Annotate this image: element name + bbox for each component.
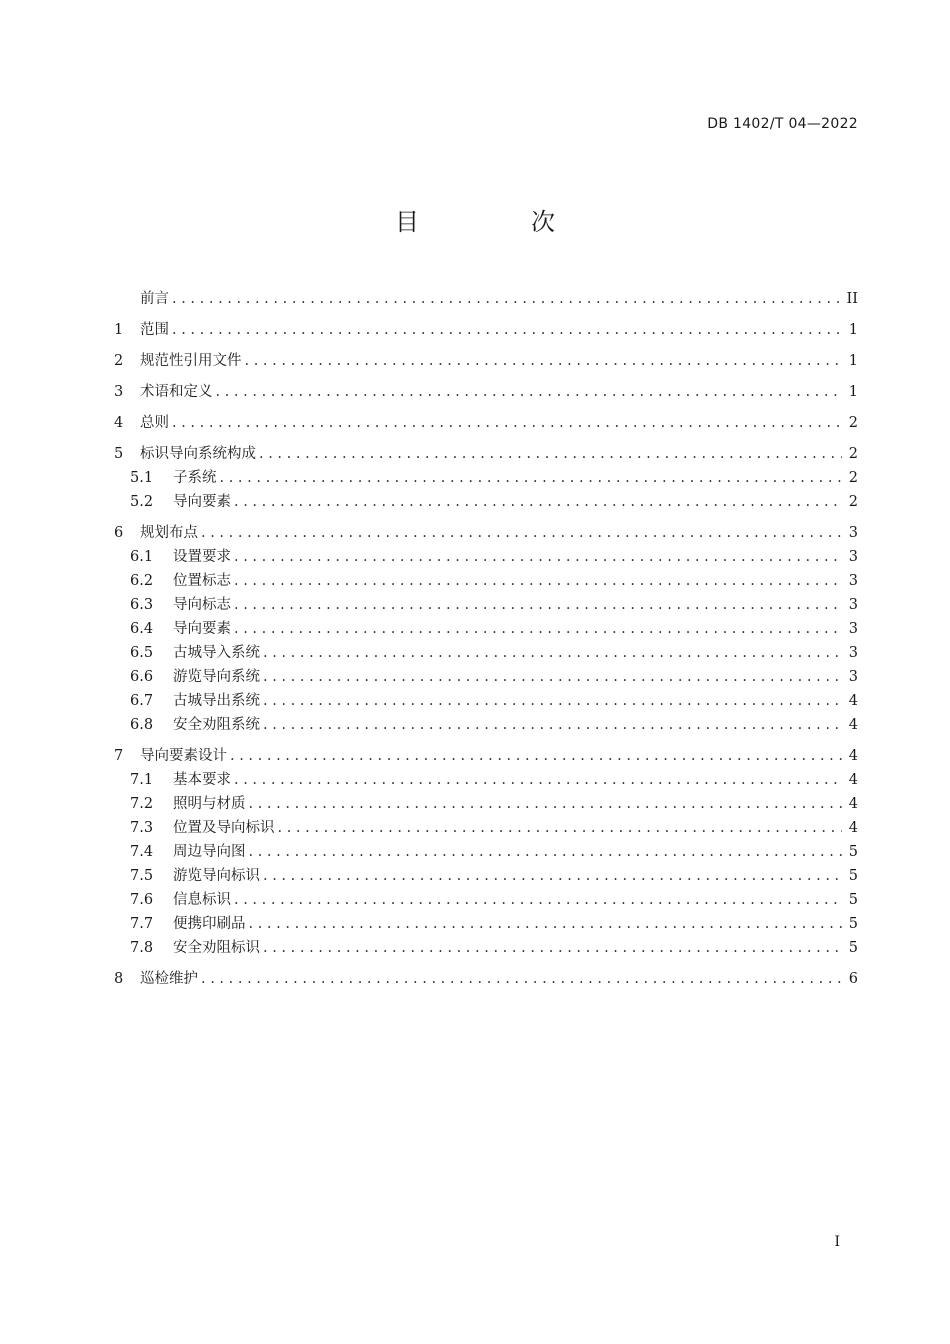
toc-dot-leader: [234, 617, 842, 641]
toc-entry-page: 3: [848, 621, 858, 637]
toc-entry-label: 安全劝阻系统: [173, 717, 260, 733]
toc-entry-label: 术语和定义: [140, 384, 213, 400]
toc-dot-leader: [234, 545, 842, 569]
toc-entry-page: 5: [848, 868, 858, 884]
toc-entry-number: 7.1: [130, 772, 154, 788]
toc-entry-number: 6.8: [130, 717, 154, 733]
toc-dot-leader: [234, 490, 842, 514]
toc-entry[interactable]: [114, 689, 858, 713]
toc-dot-leader: [234, 768, 842, 792]
toc-entry-page: 4: [848, 772, 858, 788]
toc-entry-label: 古城导出系统: [173, 693, 260, 709]
toc-entry-number: 3: [114, 384, 124, 400]
toc-dot-leader: [201, 521, 842, 545]
toc-entry-number: 5.1: [130, 470, 154, 486]
toc-entry[interactable]: [114, 713, 858, 737]
toc-entry-label: 总则: [140, 415, 169, 431]
toc-dot-leader: [245, 349, 843, 373]
toc-entry-label: 巡检维护: [140, 971, 198, 987]
toc-entry-page: 1: [848, 322, 858, 338]
toc-entry[interactable]: [114, 816, 858, 840]
toc-entry-label: 周边导向图: [173, 844, 246, 860]
toc-entry-page: 2: [848, 494, 858, 510]
toc-entry-page: 2: [848, 415, 858, 431]
toc-entry-page: 1: [848, 384, 858, 400]
toc-entry-number: 7.3: [130, 820, 154, 836]
document-code: DB 1402/T 04—2022: [707, 116, 858, 132]
toc-entry[interactable]: [114, 792, 858, 816]
toc-entry[interactable]: [114, 318, 858, 342]
toc-entry[interactable]: [114, 641, 858, 665]
toc-entry[interactable]: [114, 744, 858, 768]
toc-entry-label: 便携印刷品: [173, 916, 246, 932]
toc-entry[interactable]: [114, 380, 858, 404]
toc-entry-number: 4: [114, 415, 124, 431]
page-number: I: [834, 1234, 840, 1250]
toc-entry-label: 子系统: [173, 470, 217, 486]
toc-entry-page: 4: [848, 748, 858, 764]
toc-entry-page: 3: [848, 525, 858, 541]
toc-entry-page: 3: [848, 573, 858, 589]
toc-dot-leader: [201, 967, 842, 991]
toc-entry[interactable]: [114, 593, 858, 617]
toc-entry-number: 7.2: [130, 796, 154, 812]
toc-entry-number: 6.3: [130, 597, 154, 613]
toc-dot-leader: [220, 466, 843, 490]
toc-entry[interactable]: [114, 490, 858, 514]
toc-entry[interactable]: [114, 349, 858, 373]
toc-dot-leader: [234, 593, 842, 617]
toc-entry[interactable]: [114, 768, 858, 792]
toc-entry-label: 标识导向系统构成: [140, 446, 256, 462]
toc-entry[interactable]: [114, 888, 858, 912]
toc-entry-number: 7: [114, 748, 124, 764]
toc-entry-label: 导向要素设计: [140, 748, 227, 764]
toc-entry-label: 信息标识: [173, 892, 231, 908]
toc-entry-page: 4: [848, 693, 858, 709]
toc-dot-leader: [216, 380, 843, 404]
toc-entry-number: 7.7: [130, 916, 154, 932]
toc-entry-page: 5: [848, 844, 858, 860]
toc-entry-number: 6.2: [130, 573, 154, 589]
toc-entry-page: 4: [848, 796, 858, 812]
toc-entry-label: 规划布点: [140, 525, 198, 541]
toc-dot-leader: [278, 816, 843, 840]
toc-dot-leader: [172, 318, 842, 342]
toc-entry[interactable]: [114, 617, 858, 641]
toc-entry-label: 范围: [140, 322, 169, 338]
toc-entry-label: 导向要素: [173, 621, 231, 637]
toc-entry-number: 6.4: [130, 621, 154, 637]
toc-dot-leader: [263, 689, 842, 713]
toc-entry-number: 7.4: [130, 844, 154, 860]
toc-entry-label: 游览导向标识: [173, 868, 260, 884]
toc-entry-label: 位置及导向标识: [173, 820, 275, 836]
toc-entry-label: 导向要素: [173, 494, 231, 510]
toc-entry[interactable]: [114, 840, 858, 864]
toc-entry-label: 照明与材质: [173, 796, 246, 812]
toc-entry-label: 位置标志: [173, 573, 231, 589]
toc-entry-page: 3: [848, 645, 858, 661]
toc-entry-label: 规范性引用文件: [140, 353, 242, 369]
toc-dot-leader: [249, 912, 843, 936]
toc-entry-page: 2: [848, 470, 858, 486]
toc-entry-number: 6.1: [130, 549, 154, 565]
toc-entry[interactable]: [114, 287, 858, 311]
page-title: 目 次: [395, 208, 599, 236]
toc-dot-leader: [234, 569, 842, 593]
toc-entry-page: 5: [848, 940, 858, 956]
toc-entry[interactable]: [114, 466, 858, 490]
toc-dot-leader: [263, 864, 842, 888]
toc-entry-number: 6.5: [130, 645, 154, 661]
toc-entry[interactable]: [114, 521, 858, 545]
toc-entry-number: 6.7: [130, 693, 154, 709]
toc-entry-number: 7.6: [130, 892, 154, 908]
toc-entry-number: 5.2: [130, 494, 154, 510]
toc-entry-page: 3: [848, 669, 858, 685]
toc-entry-page: 6: [848, 971, 858, 987]
toc-entry[interactable]: [114, 936, 858, 960]
toc-entry-number: 7.5: [130, 868, 154, 884]
toc-entry-page: 3: [848, 597, 858, 613]
toc-dot-leader: [172, 287, 842, 311]
toc-dot-leader: [249, 792, 843, 816]
toc-dot-leader: [230, 744, 842, 768]
toc-entry-number: 6: [114, 525, 124, 541]
toc-entry-number: 7.8: [130, 940, 154, 956]
toc-entry-number: 6.6: [130, 669, 154, 685]
toc-entry-number: 8: [114, 971, 124, 987]
toc-entry-label: 导向标志: [173, 597, 231, 613]
toc-dot-leader: [249, 840, 843, 864]
table-of-contents: [114, 287, 858, 991]
toc-entry-page: II: [846, 291, 858, 307]
toc-dot-leader: [263, 665, 842, 689]
toc-entry[interactable]: [114, 912, 858, 936]
toc-entry[interactable]: [114, 411, 858, 435]
toc-entry[interactable]: [114, 545, 858, 569]
toc-dot-leader: [263, 641, 842, 665]
toc-dot-leader: [263, 713, 842, 737]
toc-dot-leader: [259, 442, 842, 466]
toc-dot-leader: [263, 936, 842, 960]
toc-entry-page: 2: [848, 446, 858, 462]
toc-entry-page: 4: [848, 820, 858, 836]
toc-entry-label: 古城导入系统: [173, 645, 260, 661]
toc-entry-page: 5: [848, 916, 858, 932]
toc-dot-leader: [172, 411, 842, 435]
toc-entry-label: 设置要求: [173, 549, 231, 565]
toc-entry-page: 3: [848, 549, 858, 565]
toc-entry[interactable]: [114, 665, 858, 689]
toc-entry-label: 安全劝阻标识: [173, 940, 260, 956]
toc-entry-page: 4: [848, 717, 858, 733]
toc-entry[interactable]: [114, 967, 858, 991]
toc-entry-label: 基本要求: [173, 772, 231, 788]
toc-entry-number: 5: [114, 446, 124, 462]
toc-entry-number: 2: [114, 353, 124, 369]
toc-entry-page: 5: [848, 892, 858, 908]
toc-entry[interactable]: [114, 864, 858, 888]
toc-entry-page: 1: [848, 353, 858, 369]
toc-entry-label: 前言: [140, 291, 169, 307]
toc-entry[interactable]: [114, 442, 858, 466]
toc-entry[interactable]: [114, 569, 858, 593]
toc-dot-leader: [234, 888, 842, 912]
toc-entry-label: 游览导向系统: [173, 669, 260, 685]
toc-entry-number: 1: [114, 322, 124, 338]
